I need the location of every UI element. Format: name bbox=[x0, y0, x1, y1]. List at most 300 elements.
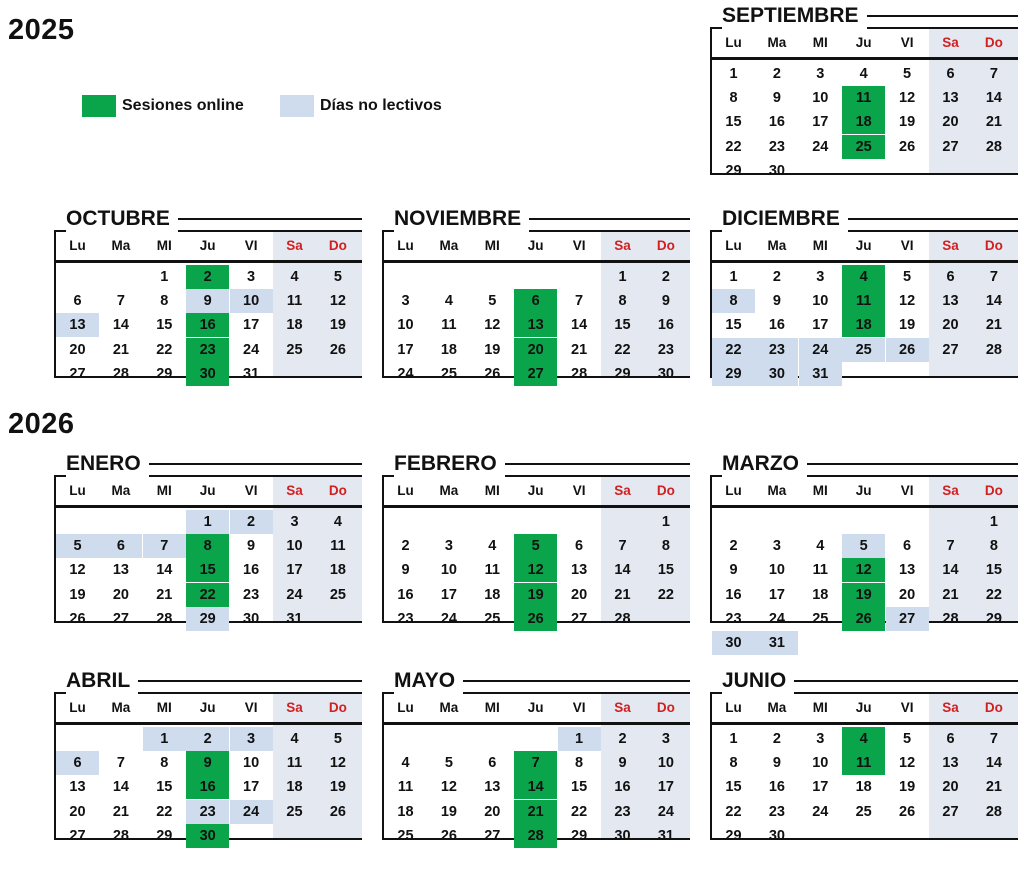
day-cell: 8 bbox=[712, 289, 755, 313]
weekday-header: Sa bbox=[614, 482, 631, 498]
day-cell: 1 bbox=[989, 514, 998, 530]
month-junio bbox=[710, 668, 1018, 844]
weekday-header: Ma bbox=[111, 482, 131, 498]
day-cell: 29 bbox=[614, 365, 631, 382]
day-cell: 5 bbox=[903, 66, 912, 82]
day-cell: 22 bbox=[725, 803, 742, 820]
day-cell: 9 bbox=[772, 293, 781, 310]
day-cell: 5 bbox=[488, 293, 497, 310]
day-cell: 20 bbox=[69, 803, 86, 820]
day-cell: 26 bbox=[484, 365, 501, 382]
month-abril bbox=[54, 668, 362, 844]
header-divider bbox=[54, 722, 362, 725]
day-cell: 12 bbox=[899, 293, 916, 310]
day-cell: 27 bbox=[886, 607, 929, 631]
day-cell: 18 bbox=[397, 803, 414, 820]
day-cell: 24 bbox=[768, 610, 785, 627]
day-cell: 25 bbox=[329, 586, 346, 603]
day-cell: 24 bbox=[812, 138, 829, 155]
day-cell: 28 bbox=[156, 610, 173, 627]
month-enero bbox=[54, 451, 362, 627]
day-cell: 22 bbox=[156, 803, 173, 820]
day-cell: 26 bbox=[69, 610, 86, 627]
month-title: FEBRERO bbox=[394, 451, 505, 477]
day-cell: 10 bbox=[812, 90, 829, 107]
day-cell: 21 bbox=[156, 586, 173, 603]
day-cell: 12 bbox=[440, 779, 457, 796]
day-cell: 15 bbox=[186, 558, 229, 582]
title-rule bbox=[178, 218, 362, 220]
day-cell: 9 bbox=[661, 293, 670, 310]
day-cell: 13 bbox=[514, 313, 557, 337]
weekday-header: VI bbox=[900, 237, 914, 253]
day-cell: 13 bbox=[942, 755, 959, 772]
day-cell: 22 bbox=[156, 341, 173, 358]
day-cell: 19 bbox=[899, 779, 916, 796]
day-cell: 22 bbox=[725, 138, 742, 155]
month-title: MARZO bbox=[722, 451, 807, 477]
day-cell: 12 bbox=[484, 317, 501, 334]
month-title: JUNIO bbox=[722, 668, 794, 694]
day-cell: 16 bbox=[725, 586, 742, 603]
weekday-header: Ju bbox=[527, 237, 544, 253]
weekday-header: Sa bbox=[286, 699, 303, 715]
day-cell: 17 bbox=[812, 114, 829, 131]
day-cell: 3 bbox=[816, 731, 825, 747]
day-cell: 13 bbox=[899, 562, 916, 579]
weekday-header: VI bbox=[572, 699, 586, 715]
day-cell: 15 bbox=[985, 562, 1002, 579]
day-cell: 15 bbox=[156, 317, 173, 334]
day-cell: 24 bbox=[230, 800, 273, 824]
header-divider bbox=[382, 260, 690, 263]
day-cell: 23 bbox=[768, 803, 785, 820]
month-title: SEPTIEMBRE bbox=[722, 3, 867, 29]
weekday-header: Do bbox=[984, 699, 1003, 715]
day-cell: 20 bbox=[112, 586, 129, 603]
day-cell: 2 bbox=[618, 731, 627, 747]
day-cell: 6 bbox=[946, 66, 955, 82]
month-title: ENERO bbox=[66, 451, 149, 477]
day-cell: 2 bbox=[230, 510, 273, 534]
day-cell: 5 bbox=[333, 731, 342, 747]
day-cell: 6 bbox=[514, 289, 557, 313]
weekday-header: Sa bbox=[942, 482, 959, 498]
day-cell: 10 bbox=[440, 562, 457, 579]
day-cell: 5 bbox=[56, 534, 99, 558]
day-cell: 2 bbox=[661, 269, 670, 285]
day-cell: 15 bbox=[571, 779, 588, 796]
day-cell: 18 bbox=[812, 586, 829, 603]
weekday-header: Ma bbox=[767, 34, 787, 50]
weekday-header: Sa bbox=[614, 699, 631, 715]
day-cell: 7 bbox=[116, 293, 125, 310]
day-cell: 12 bbox=[329, 755, 346, 772]
day-cell: 22 bbox=[985, 586, 1002, 603]
day-cell: 10 bbox=[768, 562, 785, 579]
day-cell: 7 bbox=[989, 66, 998, 82]
weekday-header: VI bbox=[572, 482, 586, 498]
day-cell: 6 bbox=[488, 755, 497, 772]
title-rule bbox=[867, 15, 1018, 17]
weekday-header: MI bbox=[156, 237, 172, 253]
day-cell: 11 bbox=[484, 562, 500, 579]
day-cell: 14 bbox=[571, 317, 588, 334]
day-cell: 25 bbox=[855, 803, 872, 820]
day-cell: 23 bbox=[397, 610, 414, 627]
day-cell: 9 bbox=[729, 562, 738, 579]
day-cell: 21 bbox=[985, 114, 1002, 131]
weekday-header: Do bbox=[984, 34, 1003, 50]
day-cell: 29 bbox=[156, 365, 173, 382]
header-divider bbox=[382, 722, 690, 725]
day-cell: 28 bbox=[985, 341, 1002, 358]
weekday-header: Ju bbox=[199, 482, 216, 498]
day-cell: 2 bbox=[401, 538, 410, 555]
day-cell: 14 bbox=[156, 562, 173, 579]
day-cell: 10 bbox=[230, 289, 273, 313]
day-cell: 8 bbox=[989, 538, 998, 555]
day-cell: 1 bbox=[143, 727, 186, 751]
day-cell: 13 bbox=[571, 562, 588, 579]
day-cell: 30 bbox=[768, 162, 785, 179]
day-cell: 25 bbox=[842, 135, 885, 159]
day-cell: 26 bbox=[842, 607, 885, 631]
day-cell: 29 bbox=[186, 607, 229, 631]
day-cell: 22 bbox=[186, 583, 229, 607]
weekday-header: Ju bbox=[527, 699, 544, 715]
no-lectivo-swatch bbox=[280, 95, 314, 117]
day-cell: 16 bbox=[397, 586, 414, 603]
day-cell: 19 bbox=[329, 779, 346, 796]
day-cell: 12 bbox=[514, 558, 557, 582]
day-cell: 4 bbox=[290, 731, 299, 747]
day-cell: 16 bbox=[657, 317, 674, 334]
day-cell: 8 bbox=[618, 293, 627, 310]
weekday-header: MI bbox=[484, 237, 500, 253]
weekday-header: VI bbox=[244, 237, 258, 253]
day-cell: 10 bbox=[812, 755, 829, 772]
day-cell: 12 bbox=[842, 558, 885, 582]
day-cell: 11 bbox=[842, 751, 885, 775]
weekday-header: Ju bbox=[855, 34, 872, 50]
weekday-header: Ma bbox=[439, 237, 459, 253]
weekday-header: Lu bbox=[725, 34, 742, 50]
day-cell: 26 bbox=[514, 607, 557, 631]
day-cell: 13 bbox=[942, 90, 959, 107]
weekday-header: Sa bbox=[286, 482, 303, 498]
day-cell: 3 bbox=[401, 293, 410, 310]
month-title: OCTUBRE bbox=[66, 206, 178, 232]
title-rule bbox=[529, 218, 690, 220]
day-cell: 24 bbox=[440, 610, 457, 627]
day-cell: 23 bbox=[755, 338, 798, 362]
day-cell: 17 bbox=[243, 317, 260, 334]
day-cell: 21 bbox=[112, 803, 129, 820]
day-cell: 26 bbox=[329, 341, 346, 358]
day-cell: 7 bbox=[989, 731, 998, 747]
day-cell: 8 bbox=[160, 755, 169, 772]
weekday-header: MI bbox=[812, 237, 828, 253]
day-cell: 17 bbox=[812, 779, 829, 796]
day-cell: 25 bbox=[286, 803, 303, 820]
day-cell: 20 bbox=[69, 341, 86, 358]
day-cell: 15 bbox=[657, 562, 674, 579]
day-cell: 23 bbox=[186, 338, 229, 362]
day-cell: 13 bbox=[69, 779, 86, 796]
day-cell: 7 bbox=[618, 538, 627, 555]
day-cell: 18 bbox=[286, 779, 303, 796]
day-cell: 23 bbox=[657, 341, 674, 358]
weekday-header: Ma bbox=[767, 237, 787, 253]
day-cell: 6 bbox=[946, 731, 955, 747]
day-cell: 30 bbox=[614, 827, 631, 844]
day-cell: 3 bbox=[661, 731, 670, 747]
day-cell: 24 bbox=[799, 338, 842, 362]
day-cell: 4 bbox=[842, 265, 885, 289]
day-cell: 3 bbox=[816, 66, 825, 82]
day-cell: 16 bbox=[186, 775, 229, 799]
day-cell: 6 bbox=[99, 534, 142, 558]
day-cell: 20 bbox=[942, 114, 959, 131]
day-cell: 23 bbox=[243, 586, 260, 603]
month-title: ABRIL bbox=[66, 668, 138, 694]
weekday-header: Ma bbox=[767, 482, 787, 498]
month-octubre bbox=[54, 206, 362, 382]
day-cell: 31 bbox=[286, 610, 303, 627]
month-title: MAYO bbox=[394, 668, 463, 694]
day-cell: 1 bbox=[661, 514, 670, 530]
header-divider bbox=[382, 505, 690, 508]
day-cell: 17 bbox=[657, 779, 674, 796]
weekday-header: VI bbox=[244, 482, 258, 498]
weekday-header: Ju bbox=[855, 237, 872, 253]
day-cell: 11 bbox=[286, 293, 303, 310]
day-cell: 14 bbox=[514, 775, 557, 799]
day-cell: 20 bbox=[942, 317, 959, 334]
weekday-header: MI bbox=[484, 482, 500, 498]
day-cell: 25 bbox=[812, 610, 829, 627]
day-cell: 13 bbox=[484, 779, 501, 796]
weekday-header: MI bbox=[812, 482, 828, 498]
day-cell: 27 bbox=[69, 827, 86, 844]
weekday-header: Do bbox=[984, 482, 1003, 498]
day-cell: 28 bbox=[112, 827, 129, 844]
day-cell: 27 bbox=[484, 827, 501, 844]
day-cell: 3 bbox=[772, 538, 781, 555]
day-cell: 3 bbox=[816, 269, 825, 285]
title-rule bbox=[794, 680, 1018, 682]
day-cell: 22 bbox=[614, 341, 631, 358]
weekday-header: Lu bbox=[725, 699, 742, 715]
day-cell: 26 bbox=[440, 827, 457, 844]
day-cell: 9 bbox=[401, 562, 410, 579]
day-cell: 8 bbox=[575, 755, 584, 772]
day-cell: 18 bbox=[842, 110, 885, 134]
day-cell: 26 bbox=[329, 803, 346, 820]
weekday-header: Do bbox=[656, 237, 675, 253]
day-cell: 19 bbox=[329, 317, 346, 334]
day-cell: 9 bbox=[618, 755, 627, 772]
day-cell: 6 bbox=[946, 269, 955, 285]
day-cell: 6 bbox=[903, 538, 912, 555]
header-divider bbox=[710, 57, 1018, 60]
day-cell: 27 bbox=[69, 365, 86, 382]
day-cell: 16 bbox=[768, 779, 785, 796]
weekday-header: Do bbox=[328, 482, 347, 498]
day-cell: 28 bbox=[112, 365, 129, 382]
day-cell: 9 bbox=[186, 289, 229, 313]
day-cell: 2 bbox=[186, 265, 229, 289]
day-cell: 26 bbox=[899, 803, 916, 820]
weekday-header: Lu bbox=[69, 699, 86, 715]
day-cell: 27 bbox=[942, 138, 959, 155]
month-septiembre bbox=[710, 3, 1018, 179]
day-cell: 24 bbox=[286, 586, 303, 603]
day-cell: 30 bbox=[712, 631, 755, 655]
day-cell: 23 bbox=[725, 610, 742, 627]
weekday-header: Sa bbox=[942, 34, 959, 50]
day-cell: 5 bbox=[333, 269, 342, 285]
online-swatch bbox=[82, 95, 116, 117]
day-cell: 5 bbox=[903, 731, 912, 747]
day-cell: 21 bbox=[571, 341, 588, 358]
weekday-header: Ma bbox=[439, 482, 459, 498]
day-cell: 30 bbox=[755, 362, 798, 386]
day-cell: 15 bbox=[725, 114, 742, 131]
day-cell: 18 bbox=[855, 779, 872, 796]
day-cell: 30 bbox=[243, 610, 260, 627]
title-rule bbox=[505, 463, 690, 465]
day-cell: 1 bbox=[558, 727, 601, 751]
weekday-header: Lu bbox=[725, 237, 742, 253]
month-febrero bbox=[382, 451, 690, 627]
day-cell: 15 bbox=[614, 317, 631, 334]
day-cell: 20 bbox=[571, 586, 588, 603]
day-cell: 9 bbox=[186, 751, 229, 775]
legend-no-lectivo bbox=[280, 95, 442, 117]
day-cell: 2 bbox=[186, 727, 229, 751]
day-cell: 30 bbox=[657, 365, 674, 382]
weekday-header: Lu bbox=[397, 699, 414, 715]
day-cell: 21 bbox=[942, 586, 959, 603]
day-cell: 27 bbox=[942, 803, 959, 820]
day-cell: 17 bbox=[812, 317, 829, 334]
month-title: NOVIEMBRE bbox=[394, 206, 529, 232]
day-cell: 10 bbox=[286, 538, 303, 555]
weekday-header: MI bbox=[156, 699, 172, 715]
day-cell: 18 bbox=[484, 586, 501, 603]
weekday-header: VI bbox=[900, 34, 914, 50]
day-cell: 21 bbox=[985, 317, 1002, 334]
day-cell: 15 bbox=[725, 317, 742, 334]
day-cell: 19 bbox=[440, 803, 457, 820]
title-rule bbox=[463, 680, 690, 682]
day-cell: 24 bbox=[397, 365, 414, 382]
day-cell: 8 bbox=[661, 538, 670, 555]
day-cell: 14 bbox=[112, 317, 129, 334]
weekday-header: MI bbox=[484, 699, 500, 715]
day-cell: 18 bbox=[842, 313, 885, 337]
header-divider bbox=[710, 505, 1018, 508]
day-cell: 18 bbox=[440, 341, 457, 358]
legend-online bbox=[82, 95, 244, 117]
day-cell: 21 bbox=[614, 586, 631, 603]
day-cell: 1 bbox=[729, 731, 738, 747]
day-cell: 19 bbox=[842, 583, 885, 607]
day-cell: 17 bbox=[768, 586, 785, 603]
day-cell: 28 bbox=[614, 610, 631, 627]
day-cell: 28 bbox=[514, 824, 557, 848]
day-cell: 9 bbox=[247, 538, 256, 555]
day-cell: 11 bbox=[397, 779, 414, 796]
weekday-header: Ju bbox=[199, 699, 216, 715]
day-cell: 14 bbox=[985, 90, 1002, 107]
day-cell: 17 bbox=[440, 586, 457, 603]
day-cell: 23 bbox=[768, 138, 785, 155]
day-cell: 3 bbox=[247, 269, 256, 285]
legend-no-lectivo-label: Días no lectivos bbox=[320, 97, 442, 114]
legend-online-label: Sesiones online bbox=[122, 97, 244, 114]
day-cell: 25 bbox=[440, 365, 457, 382]
weekday-header: Ju bbox=[855, 482, 872, 498]
day-cell: 30 bbox=[186, 362, 229, 386]
day-cell: 26 bbox=[886, 338, 929, 362]
weekday-header: Lu bbox=[69, 482, 86, 498]
day-cell: 24 bbox=[657, 803, 674, 820]
weekday-header: Ma bbox=[439, 699, 459, 715]
day-cell: 14 bbox=[112, 779, 129, 796]
day-cell: 6 bbox=[56, 751, 99, 775]
weekday-header: Ma bbox=[767, 699, 787, 715]
day-cell: 31 bbox=[799, 362, 842, 386]
header-divider bbox=[710, 722, 1018, 725]
day-cell: 4 bbox=[842, 727, 885, 751]
day-cell: 12 bbox=[899, 90, 916, 107]
day-cell: 7 bbox=[143, 534, 186, 558]
day-cell: 31 bbox=[657, 827, 674, 844]
day-cell: 27 bbox=[942, 341, 959, 358]
day-cell: 24 bbox=[243, 341, 260, 358]
day-cell: 20 bbox=[514, 338, 557, 362]
day-cell: 8 bbox=[186, 534, 229, 558]
day-cell: 10 bbox=[812, 293, 829, 310]
day-cell: 27 bbox=[571, 610, 588, 627]
day-cell: 10 bbox=[657, 755, 674, 772]
day-cell: 8 bbox=[729, 755, 738, 772]
day-cell: 3 bbox=[444, 538, 453, 555]
day-cell: 9 bbox=[772, 90, 781, 107]
day-cell: 24 bbox=[812, 803, 829, 820]
day-cell: 27 bbox=[514, 362, 557, 386]
day-cell: 7 bbox=[514, 751, 557, 775]
day-cell: 16 bbox=[614, 779, 631, 796]
weekday-header: Lu bbox=[69, 237, 86, 253]
day-cell: 22 bbox=[712, 338, 755, 362]
day-cell: 11 bbox=[842, 86, 885, 110]
header-divider bbox=[54, 505, 362, 508]
day-cell: 26 bbox=[899, 138, 916, 155]
day-cell: 5 bbox=[444, 755, 453, 772]
day-cell: 30 bbox=[186, 824, 229, 848]
weekday-header: MI bbox=[156, 482, 172, 498]
day-cell: 19 bbox=[514, 583, 557, 607]
weekday-header: VI bbox=[900, 482, 914, 498]
day-cell: 14 bbox=[942, 562, 959, 579]
day-cell: 6 bbox=[575, 538, 584, 555]
day-cell: 28 bbox=[985, 138, 1002, 155]
weekday-header: Ma bbox=[111, 699, 131, 715]
